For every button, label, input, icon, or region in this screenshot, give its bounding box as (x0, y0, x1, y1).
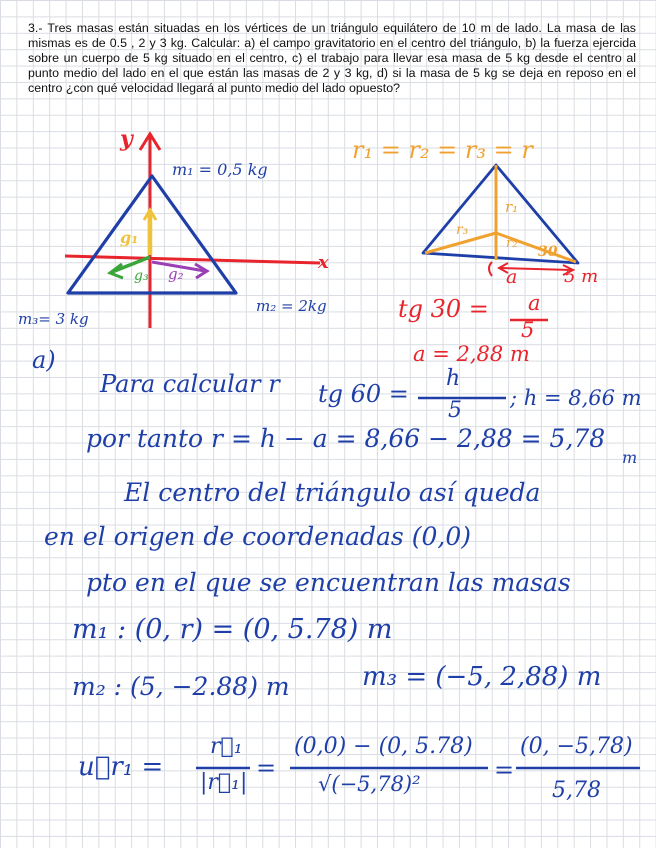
m2-label: m₂ = 2kg (256, 297, 327, 315)
g2-label: g₂ (168, 265, 184, 283)
notes-line2: por tanto r = h − a = 8,66 − 2,88 = 5,78 (86, 424, 606, 453)
notes-line1-text: Para calcular r (100, 370, 280, 398)
notes-line1-h-numerator: h (446, 366, 461, 391)
m3-label: m₃= 3 kg (18, 310, 89, 328)
notes-line1-h-result: ; h = 8,66 m (510, 386, 642, 410)
tan30-denominator: 5 (521, 318, 535, 342)
g1-label: g₁ (120, 228, 139, 247)
notes-line8-f3-bar (516, 766, 642, 770)
notes-line6: m₁ : (0, r) = (0, 5.78) m (72, 614, 393, 645)
a-result: a = 2,88 m (413, 342, 530, 366)
notes-line8-f2-bar (290, 766, 490, 770)
right-diagram (0, 150, 656, 290)
notes-line1-tan60: tg 60 = (318, 380, 409, 408)
r3-label: r₃ (456, 222, 469, 238)
notes-line8-f1-num: r⃗₁ (210, 734, 243, 759)
g3-label: g₃ (134, 268, 149, 284)
angle-label: 30 (538, 244, 558, 260)
r2-label: r₂ (506, 236, 518, 251)
tan30-numerator: a (528, 291, 541, 315)
notes-line8-f3-num: (0, −5,78) (520, 734, 633, 759)
notes-line2-unit: m (622, 448, 638, 467)
notes-line7-m2: m₂ : (5, −2.88) m (72, 672, 290, 701)
y-axis-label: y (120, 126, 133, 152)
notes-line7-m3: m₃ = (−5, 2,88) m (362, 662, 602, 692)
part-a-label: a) (32, 346, 56, 374)
notes-line8-f1-den: |r⃗₁| (200, 770, 248, 795)
radii-equal-title: r₁ = r₂ = r₃ = r (352, 136, 533, 164)
r1-label: r₁ (505, 198, 519, 216)
notes-line1-fraction-bar (418, 396, 508, 400)
m1-label: m₁ = 0,5 kg (172, 160, 268, 179)
notes-line8-f2-den: √(−5,78)² (318, 772, 421, 796)
x-axis-label: x (318, 252, 329, 273)
notes-line3: El centro del triángulo así queda (124, 478, 541, 507)
notes-line8-eq2: = (494, 756, 515, 784)
notes-line4: en el origen de coordenadas (0,0) (44, 522, 471, 551)
five-m-label: 5 m (564, 266, 599, 287)
notes-line8-f3-den: 5,78 (552, 778, 601, 803)
notes-line1-denominator: 5 (448, 398, 462, 423)
notes-line8-f2-num: (0,0) − (0, 5.78) (294, 734, 473, 759)
notes-line5: pto en el que se encuentran las masas (86, 568, 571, 597)
notes-line8-lhs: u⃗r₁ = (78, 752, 164, 782)
tan30-equation: tg 30 = (398, 295, 489, 323)
a-label: a (506, 266, 518, 288)
problem-statement: 3.- Tres masas están situadas en los vértices de un triángulo equilátero de 10 m de lado. La masa de las mismas es de 0.5 , 2 y 3 kg. Calcular: a) el campo gravitatorio en el centro del triángulo, b) la fuerza ejercida sobre un cuerpo de 5 kg situado en el centro, c) el trabajo para llevar esa masa de 5 kg desde el centro al punto medio del lado en el que están las masas de 2 y 3 kg, d) si la masa de 5 kg se deja en reposo en el centro ¿con qué velocidad llegará al punto medio del lado opuesto? (28, 21, 636, 95)
notes-line8-eq1: = (256, 754, 277, 782)
a-brace (489, 262, 492, 276)
